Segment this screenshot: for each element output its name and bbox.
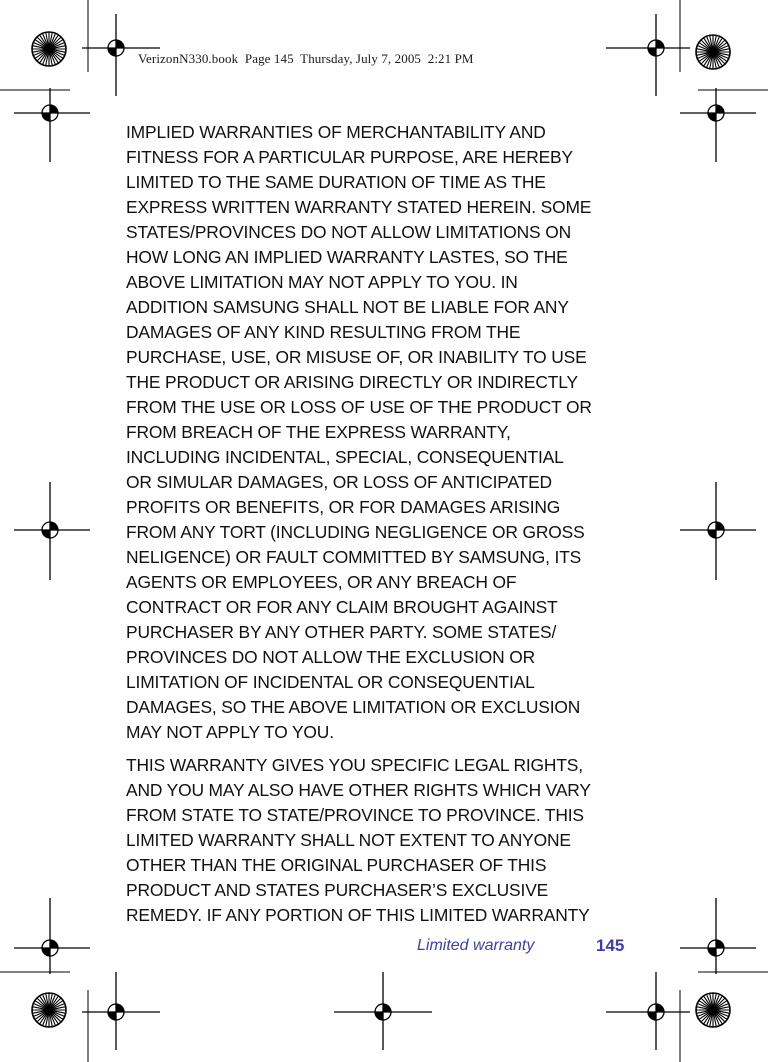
text-line: NELIGENCE) OR FAULT COMMITTED BY SAMSUNG, ITS xyxy=(126,547,582,567)
text-line: AGENTS OR EMPLOYEES, OR ANY BREACH OF xyxy=(126,572,517,592)
text-line: DAMAGES OF ANY KIND RESULTING FROM THE xyxy=(126,322,521,342)
footer-section-title: Limited warranty xyxy=(417,937,535,954)
text-line: AND YOU MAY ALSO HAVE OTHER RIGHTS WHICH VARY xyxy=(126,780,591,800)
text-line: HOW LONG AN IMPLIED WARRANTY LASTES, SO THE xyxy=(126,247,568,267)
starburst-target-icon xyxy=(696,35,730,69)
text-line: THIS WARRANTY GIVES YOU SPECIFIC LEGAL RIGHTS, xyxy=(126,755,583,775)
text-line: LIMITATION OF INCIDENTAL OR CONSEQUENTIAL xyxy=(126,672,535,692)
registration-crosshair-icon xyxy=(708,105,724,121)
registration-crosshair-icon xyxy=(42,105,58,121)
paragraph xyxy=(126,753,646,928)
text-line: LIMITED TO THE SAME DURATION OF TIME AS THE xyxy=(126,172,546,192)
text-line: MAY NOT APPLY TO YOU. xyxy=(126,722,334,742)
text-line: PURCHASER BY ANY OTHER PARTY. SOME STATES/ xyxy=(126,622,557,642)
text-line: PURCHASE, USE, OR MISUSE OF, OR INABILITY TO USE xyxy=(126,347,587,367)
text-line: ABOVE LIMITATION MAY NOT APPLY TO YOU. IN xyxy=(126,272,518,292)
text-line: REMEDY. IF ANY PORTION OF THIS LIMITED WARRANTY xyxy=(126,905,590,925)
text-line: IMPLIED WARRANTIES OF MERCHANTABILITY AND xyxy=(126,122,546,142)
text-line: PROFITS OR BENEFITS, OR FOR DAMAGES ARISING xyxy=(126,497,561,517)
text-line: STATES/PROVINCES DO NOT ALLOW LIMITATIONS ON xyxy=(126,222,571,242)
text-line: PROVINCES DO NOT ALLOW THE EXCLUSION OR xyxy=(126,647,536,667)
text-line: PRODUCT AND STATES PURCHASER’S EXCLUSIVE xyxy=(126,880,549,900)
starburst-target-icon xyxy=(32,993,66,1027)
registration-crosshair-icon xyxy=(708,522,724,538)
print-header: VerizonN330.book Page 145 Thursday, July 7, 2005 2:21 PM xyxy=(138,51,474,66)
text-line: FROM BREACH OF THE EXPRESS WARRANTY, xyxy=(126,422,511,442)
registration-crosshair-icon xyxy=(108,1004,124,1020)
paragraph xyxy=(126,120,646,745)
text-line: FROM THE USE OR LOSS OF USE OF THE PRODUCT OR xyxy=(126,397,592,417)
text-line: CONTRACT OR FOR ANY CLAIM BROUGHT AGAINST xyxy=(126,597,558,617)
text-line: LIMITED WARRANTY SHALL NOT EXTENT TO ANYONE xyxy=(126,830,571,850)
text-line: FITNESS FOR A PARTICULAR PURPOSE, ARE HEREBY xyxy=(126,147,573,167)
registration-crosshair-icon xyxy=(375,1004,391,1020)
registration-crosshair-icon xyxy=(648,40,664,56)
text-line: THE PRODUCT OR ARISING DIRECTLY OR INDIRECTLY xyxy=(126,372,578,392)
registration-crosshair-icon xyxy=(648,1004,664,1020)
warranty-body-text xyxy=(126,120,646,936)
starburst-target-icon xyxy=(32,32,66,66)
registration-crosshair-icon xyxy=(108,40,124,56)
registration-crosshair-icon xyxy=(42,940,58,956)
text-line: ADDITION SAMSUNG SHALL NOT BE LIABLE FOR ANY xyxy=(126,297,569,317)
text-line: OR SIMULAR DAMAGES, OR LOSS OF ANTICIPATED xyxy=(126,472,552,492)
text-line: FROM ANY TORT (INCLUDING NEGLIGENCE OR GROSS xyxy=(126,522,585,542)
text-line: EXPRESS WRITTEN WARRANTY STATED HEREIN. SOME xyxy=(126,197,592,217)
text-line: OTHER THAN THE ORIGINAL PURCHASER OF THIS xyxy=(126,855,547,875)
starburst-target-icon xyxy=(696,993,730,1027)
text-line: FROM STATE TO STATE/PROVINCE TO PROVINCE. THIS xyxy=(126,805,584,825)
registration-crosshair-icon xyxy=(42,522,58,538)
text-line: INCLUDING INCIDENTAL, SPECIAL, CONSEQUENTIAL xyxy=(126,447,564,467)
text-line: DAMAGES, SO THE ABOVE LIMITATION OR EXCLUSION xyxy=(126,697,581,717)
registration-crosshair-icon xyxy=(708,940,724,956)
page-number: 145 xyxy=(596,936,625,955)
